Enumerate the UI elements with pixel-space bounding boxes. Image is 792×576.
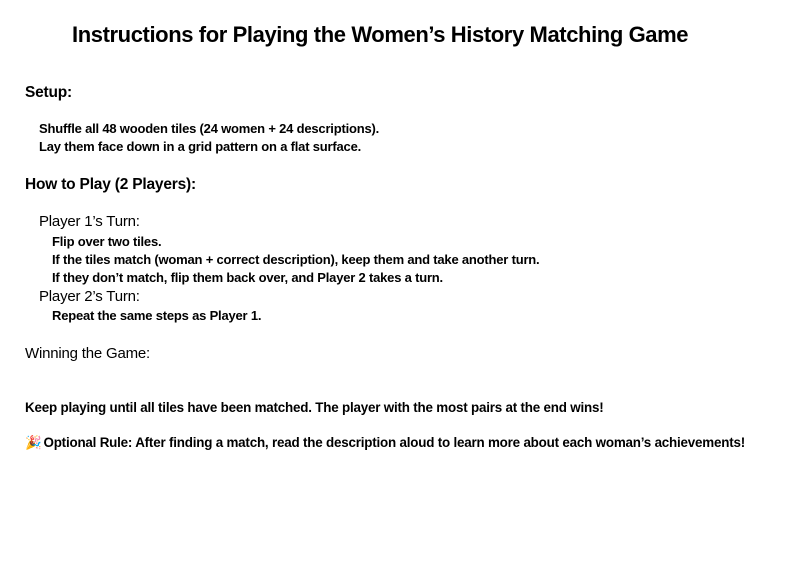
page-title: Instructions for Playing the Women’s History Matching Game (72, 22, 689, 47)
player2-step-repeat: Repeat the same steps as Player 1. (52, 308, 262, 323)
how-to-play-heading: How to Play (2 Players): (25, 176, 196, 193)
winning-text: Keep playing until all tiles have been matched. The player with the most pairs at the end wins! (25, 400, 604, 415)
winning-heading: Winning the Game: (25, 345, 150, 362)
player2-heading: Player 2’s Turn: (39, 288, 140, 305)
setup-step-lay-out: Lay them face down in a grid pattern on a flat surface. (39, 139, 362, 154)
optional-rule-text: Optional Rule: After finding a match, read the description aloud to learn more about each woman’s achievements! (43, 435, 745, 450)
player1-heading: Player 1’s Turn: (39, 213, 140, 230)
setup-heading: Setup: (25, 84, 73, 101)
party-popper-icon: 🎉 (25, 435, 42, 450)
player1-step-flip: Flip over two tiles. (52, 234, 162, 249)
optional-rule (25, 435, 745, 451)
setup-step-shuffle: Shuffle all 48 wooden tiles (24 women + 24 descriptions). (39, 121, 380, 136)
player1-step-match: If the tiles match (woman + correct description), keep them and take another turn. (52, 252, 540, 267)
player1-step-no-match: If they don’t match, flip them back over, and Player 2 takes a turn. (52, 270, 443, 285)
